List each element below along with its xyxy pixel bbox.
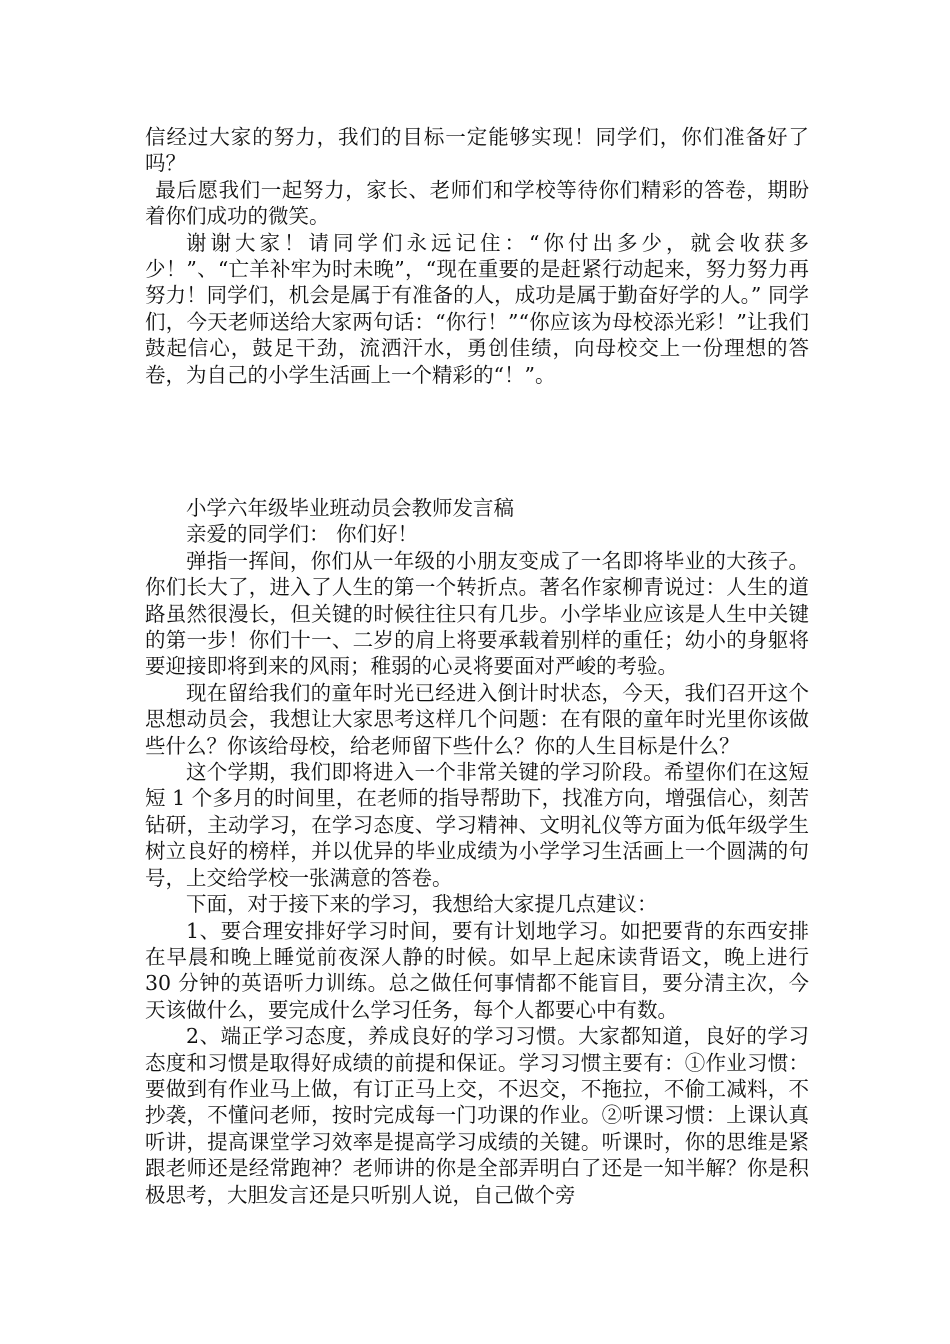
paragraph: 信经过大家的努力，我们的目标一定能够实现！同学们，你们准备好了吗？ [145, 125, 809, 176]
paragraph: 现在留给我们的童年时光已经进入倒计时状态，今天，我们召开这个思想动员会，我想让大家思考这样几个问题：在有限的童年时光里你该做些什么？你该给母校，给老师留下些什么？你的人生目标是什么？ [145, 680, 809, 758]
paragraph: 1、要合理安排好学习时间，要有计划地学习。如把要背的东西安排在早晨和晚上睡觉前夜深人静的时候。如早上起床读背语文，晚上进行 30 分钟的英语听力训练。总之做任何事情都不能盲目，要分清主次，今天该做什么，要完成什么学习任务，每个人都要心中有数。 [145, 918, 809, 1022]
paragraph: 谢谢大家！请同学们永远记住：“你付出多少，就会收获多少！”、“亡羊补牢为时未晚”，“现在重要的是赶紧行动起来，努力努力再努力！同学们，机会是属于有准备的人，成功是属于勤奋好学的人。” 同学们，今天老师送给大家两句话：“你行！”“你应该为母校添光彩！”让我们鼓起信心，鼓足干劲，流洒汗水，勇创佳绩，向母校交上一份理想的答卷，为自己的小学生活画上一个精彩的“！”。 [145, 230, 809, 387]
speech-title: 小学六年级毕业班动员会教师发言稿 [186, 496, 514, 520]
previous-speech-ending [145, 124, 809, 388]
speech-greeting: 亲爱的同学们： 你们好！ [186, 522, 419, 547]
paragraph: 这个学期，我们即将进入一个非常关键的学习阶段。希望你们在这短短 1 个多月的时间里，在老师的指导帮助下，找准方向，增强信心，刻苦钻研，主动学习，在学习态度、学习精神、文明礼仪等方面为低年级学生树立良好的榜样，并以优异的毕业成绩为小学学习生活画上一个圆满的句号，上交给学校一张满意的答卷。 [145, 760, 809, 890]
speech-section [145, 495, 809, 1208]
paragraph: 2、端正学习态度，养成良好的学习习惯。大家都知道，良好的学习态度和习惯是取得好成绩的前提和保证。学习习惯主要有：①作业习惯：要做到有作业马上做，有订正马上交，不迟交，不拖拉，不偷工减料，不抄袭，不懂问老师，按时完成每一门功课的作业。②听课习惯：上课认真听讲，提高课堂学习效率是提高学习成绩的关键。听课时，你的思维是紧跟老师还是经常跑神？老师讲的你是全部弄明白了还是一知半解？你是积极思考，大胆发言还是只听别人说，自己做个旁 [145, 1024, 809, 1207]
paragraph: 弹指一挥间，你们从一年级的小朋友变成了一名即将毕业的大孩子。你们长大了，进入了人生的第一个转折点。著名作家柳青说过：人生的道路虽然很漫长，但关键的时候往往只有几步。小学毕业应该是人生中关键的第一步！你们十一、二岁的肩上将要承载着别样的重任；幼小的身躯将要迎接即将到来的风雨；稚弱的心灵将要面对严峻的考验。 [145, 548, 809, 679]
paragraph: 下面，对于接下来的学习，我想给大家提几点建议： [186, 892, 658, 917]
paragraph: 最后愿我们一起努力，家长、老师们和学校等待你们精彩的答卷，期盼着你们成功的微笑。 [145, 177, 809, 229]
